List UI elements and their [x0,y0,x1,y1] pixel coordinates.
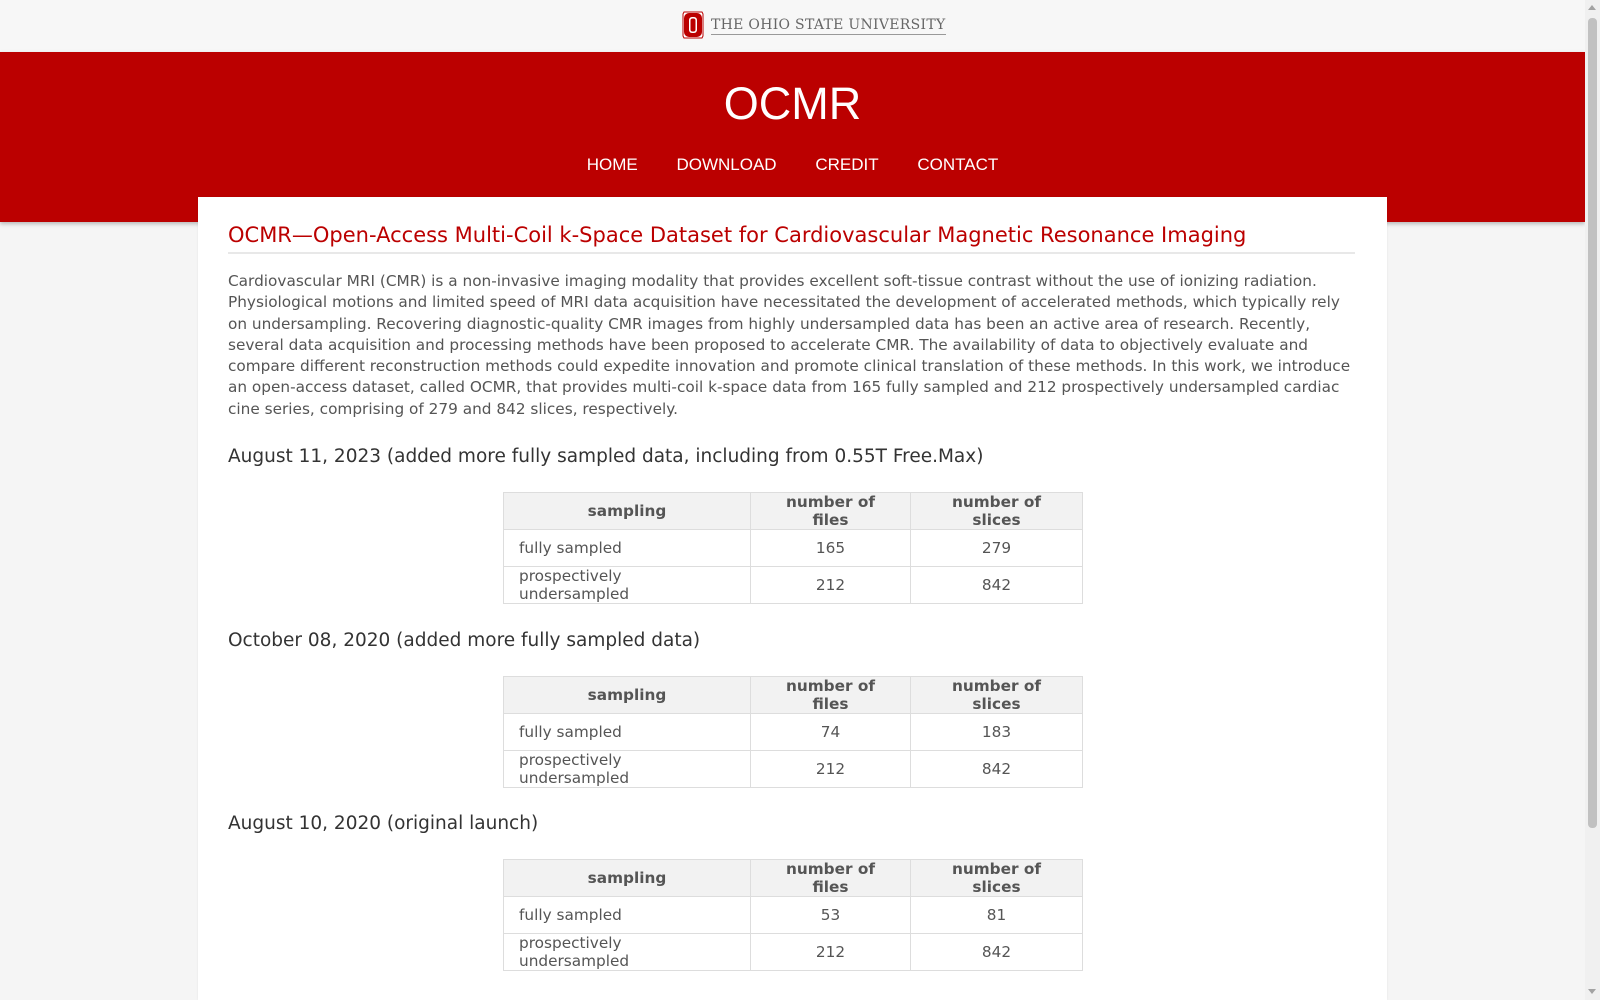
sampling-cell: fully sampled [504,530,751,567]
slices-cell: 183 [911,714,1083,751]
sampling-cell: prospectively undersampled [504,567,751,604]
files-cell: 53 [751,897,911,934]
table-row [504,897,1083,934]
nav-credit-link[interactable]: CREDIT [815,155,879,174]
release-heading: August 11, 2023 (added more fully sampled data, including from 0.55T Free.Max) [228,446,984,467]
scroll-down-arrow-icon[interactable] [1588,989,1596,994]
page-scrollbar[interactable] [1585,0,1600,1000]
block-o-logo-icon [681,8,705,42]
column-header-files: number of files [751,677,911,714]
sampling-cell: prospectively undersampled [504,934,751,971]
table-row [504,530,1083,567]
column-header-sampling: sampling [504,493,751,530]
site-title: OCMR [723,78,862,129]
sampling-cell: fully sampled [504,897,751,934]
slices-cell: 842 [911,751,1083,788]
sampling-cell: fully sampled [504,714,751,751]
nav-contact-link[interactable]: CONTACT [917,155,999,174]
column-header-sampling: sampling [504,677,751,714]
intro-paragraph: Cardiovascular MRI (CMR) is a non-invasive imaging modality that provides excellent soft-tissue contrast without the use of ionizing radiation. Physiological motions and limited speed of MRI data acquisition have necessitated the development of accelerated methods, which typically rely on undersampling. Recovering diagnostic-quality CMR images from highly undersampled data has been an active area of research. Recently, several data acquisition and processing methods have been proposed to accelerate CMR. The availability of data to objectively evaluate and compare different reconstruction methods could expedite innovation and promote clinical translation of these methods. In this work, we introduce an open-access dataset, called OCMR, that provides multi-coil k-space data from 165 fully sampled and 212 prospectively undersampled cardiac cine series, comprising of 279 and 842 slices, respectively. [228,272,1351,418]
nav-download-link[interactable]: DOWNLOAD [676,155,777,174]
release-heading: August 10, 2020 (original launch) [228,813,539,834]
university-header-bar [0,0,1585,52]
column-header-slices: number of slices [911,493,1083,530]
university-wordmark: THE OHIO STATE UNIVERSITY [711,17,946,33]
column-header-sampling: sampling [504,860,751,897]
files-cell: 212 [751,567,911,604]
nav-home-link[interactable]: HOME [586,155,638,174]
slices-cell: 842 [911,567,1083,604]
table-header-row [504,493,1083,530]
main-content-card [198,197,1387,1000]
table-row [504,567,1083,604]
table-header-row [504,677,1083,714]
release-heading: October 08, 2020 (added more fully sampled data) [228,630,701,651]
scrollbar-thumb[interactable] [1588,18,1597,828]
slices-cell: 81 [911,897,1083,934]
column-header-files: number of files [751,493,911,530]
table-row [504,714,1083,751]
column-header-slices: number of slices [911,677,1083,714]
scroll-up-arrow-icon[interactable] [1588,5,1596,10]
slices-cell: 842 [911,934,1083,971]
release-table [503,492,1083,604]
files-cell: 74 [751,714,911,751]
university-logo-link[interactable] [681,8,946,42]
sampling-cell: prospectively undersampled [504,751,751,788]
files-cell: 165 [751,530,911,567]
slices-cell: 279 [911,530,1083,567]
table-row [504,751,1083,788]
page-title: OCMR—Open-Access Multi-Coil k-Space Dataset for Cardiovascular Magnetic Resonance Imaging [228,222,1355,254]
table-header-row [504,860,1083,897]
column-header-slices: number of slices [911,860,1083,897]
release-table [503,859,1083,971]
files-cell: 212 [751,934,911,971]
table-row [504,934,1083,971]
column-header-files: number of files [751,860,911,897]
files-cell: 212 [751,751,911,788]
release-table [503,676,1083,788]
main-nav [0,152,1585,178]
